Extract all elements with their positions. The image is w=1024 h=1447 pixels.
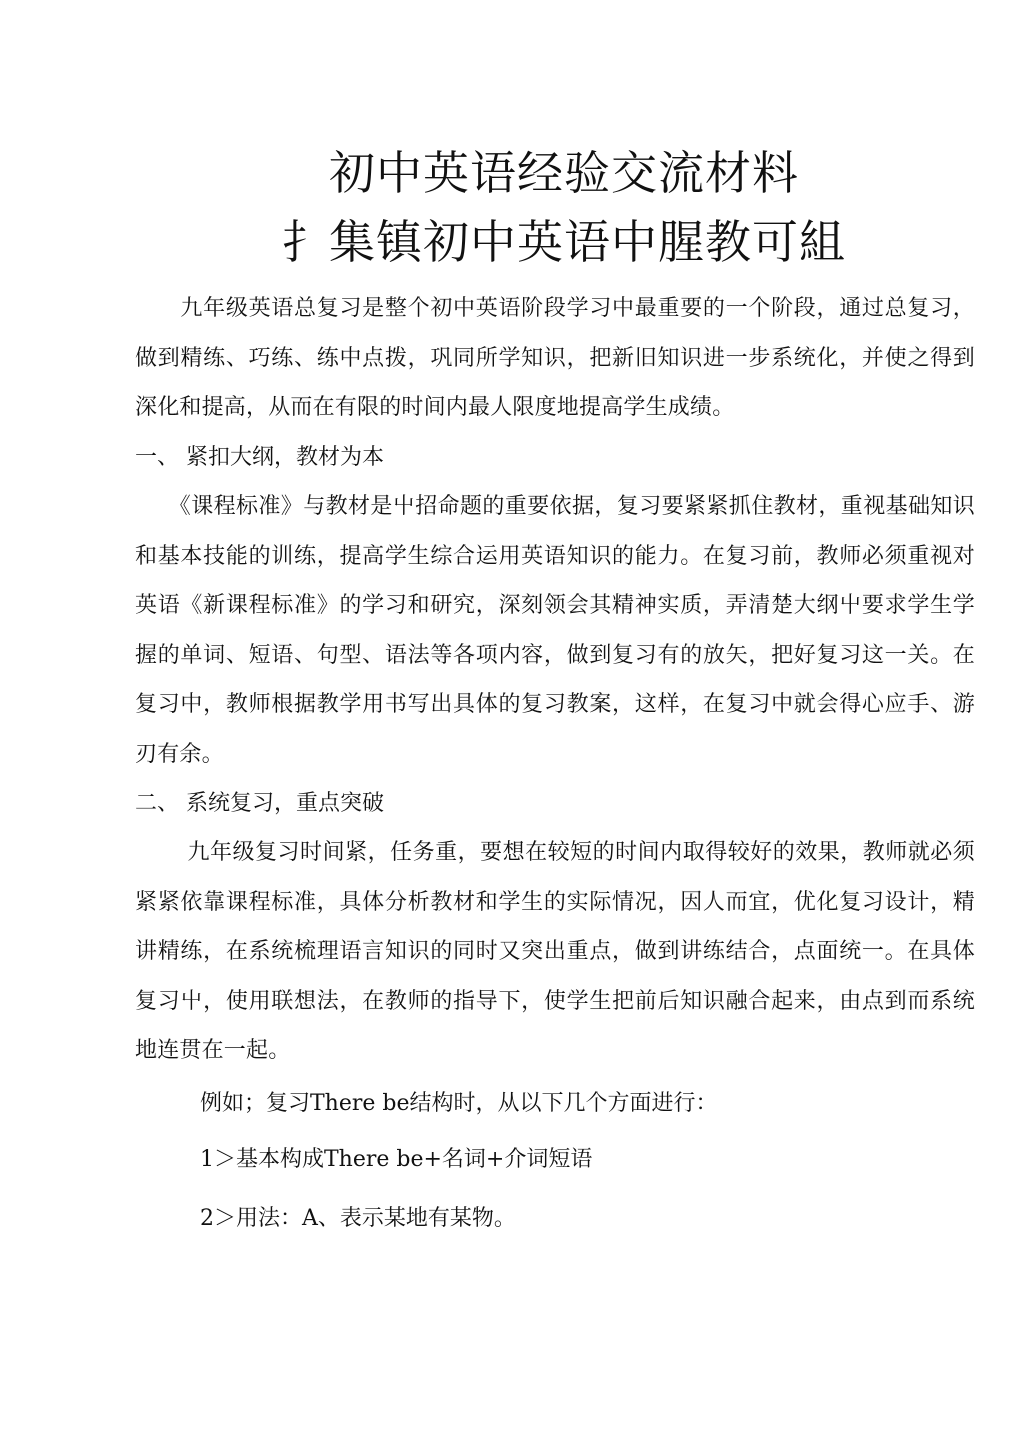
document-title: 初中英语经验交流材料 — [329, 146, 799, 200]
section-1-paragraph: 《课程标准》与教材是屮招命题的重要依据，复习要紧紧抓住教材，重视基础知识和基本技能的训练，提高学生综合运用英语知识的能力。在复习前，教师必须重视对英语《新课程标准》的学习和研究，深刻领会其精神实质，弄清楚大纲屮要求学生学握的单词、短语、句型、语法等各项内容，做到复习有的放矢，把好复习这一关。在复习中，教师根据教学用书写出具体的复习教案，这样，在复习中就会得心应手、游刃有余。 — [135, 494, 975, 767]
section-heading-1: 一、 紧扣大纲，教材为本 — [135, 445, 384, 470]
section-heading-2: 二、 系统复习，重点突破 — [135, 791, 384, 816]
intro-paragraph: 九年级英语总复习是整个初中英语阶段学习中最重要的一个阶段，通过总复习，做到精练、巧练、练中点拨，巩同所学知识，把新旧知识进一步系统化，并使之得到深化和提高，从而在有限的时间内最人限度地提高学生成绩。 — [135, 296, 975, 420]
list-item-1: 1＞基本构成There be+名词+介词短语 — [200, 1147, 593, 1172]
document-subtitle: 扌集镇初中英语中腥教可組 — [282, 215, 846, 269]
example-intro: 例如；复习There be结构时，从以下几个方面进行： — [200, 1091, 718, 1116]
section-2-paragraph: 九年级复习时间紧，任务重，要想在较短的时间内取得较好的效果，教师就必须紧紧依靠课程标准，具体分析教材和学生的实际情况，因人而宜，优化复习设计，精讲精练，在系统梳理语言知识的同时又突出重点，做到讲练结合，点面统一。在具体复习屮，使用联想法，在教师的指导下，使学生把前后知识融合起来，由点到而系统地连贯在一起。 — [135, 840, 975, 1063]
list-item-2: 2＞用法：A、表示某地有某物。 — [200, 1206, 516, 1231]
